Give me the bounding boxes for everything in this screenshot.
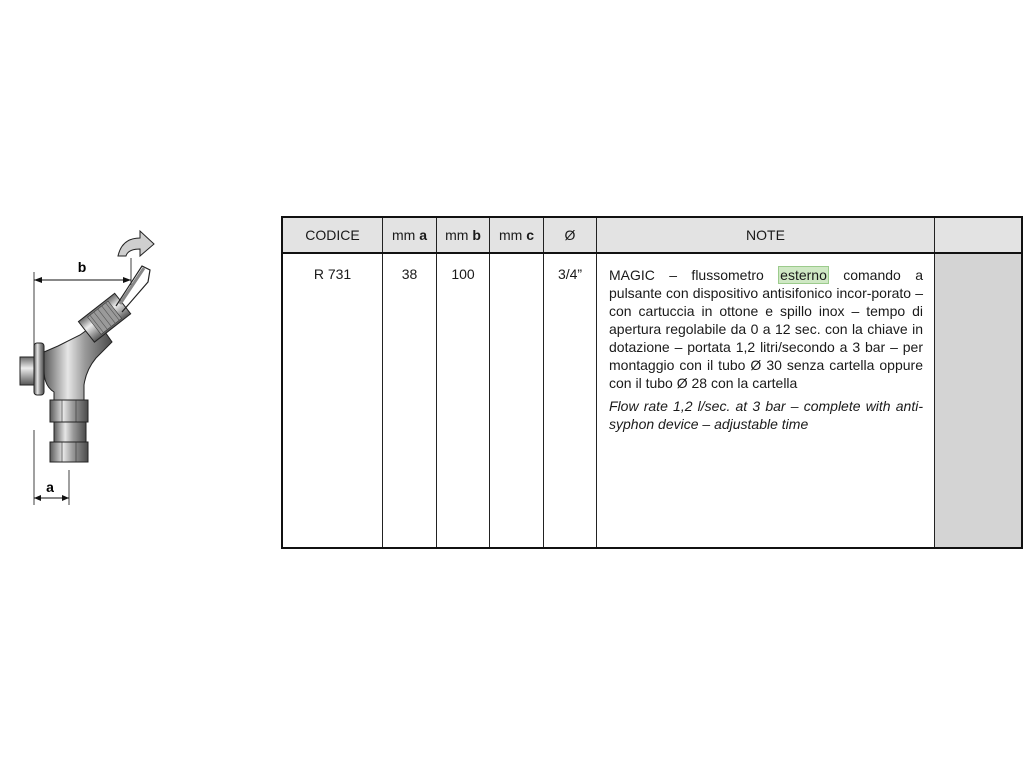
header-mm-b — [437, 218, 490, 252]
cell-mm-c — [490, 254, 544, 547]
note-italian-rest: comando a pulsante con dispositivo antisifonico incor-porato – con cartuccia in ottone e spillo inox – tempo di apertura regolabile da 0 a 12 sec. con la chiave in dotazione – portata 1,2 litri/secondo a 3 bar – per montaggio con il tubo Ø 30 senza cartella oppure con il tubo Ø 28 con la cartella — [609, 267, 923, 391]
header-extra — [935, 218, 1021, 252]
valve-body — [20, 266, 150, 462]
header-mm-c-prefix: mm — [498, 227, 527, 243]
header-note: NOTE — [597, 218, 935, 252]
header-mm-c-letter: c — [526, 227, 534, 243]
cell-extra — [935, 254, 1021, 547]
cell-diameter: 3/4” — [544, 254, 597, 547]
header-mm-a — [383, 218, 437, 252]
note-italian-start: MAGIC – flussometro — [609, 267, 779, 283]
cell-note — [597, 254, 935, 547]
rotation-arrow-icon — [118, 231, 154, 256]
header-codice: CODICE — [283, 218, 383, 252]
dim-b-label: b — [77, 259, 87, 275]
header-mm-b-prefix: mm — [445, 227, 473, 243]
note-italian — [609, 266, 923, 392]
spec-table — [281, 216, 1023, 549]
header-mm-a-letter: a — [419, 227, 427, 243]
dim-a-label: a — [46, 479, 54, 495]
header-mm-c — [490, 218, 544, 252]
table-row — [283, 254, 1021, 547]
note-english: Flow rate 1,2 l/sec. at 3 bar – complete with anti-syphon device – adjustable time — [609, 398, 923, 432]
table-header-row — [283, 218, 1021, 254]
header-mm-b-letter: b — [472, 227, 481, 243]
valve-drawing — [0, 225, 200, 525]
cell-mm-a: 38 — [383, 254, 437, 547]
header-diameter: Ø — [544, 218, 597, 252]
cell-mm-b: 100 — [437, 254, 490, 547]
header-mm-a-prefix: mm — [391, 227, 420, 243]
note-highlight-esterno: esterno — [780, 267, 827, 283]
cell-codice: R 731 — [283, 254, 383, 547]
